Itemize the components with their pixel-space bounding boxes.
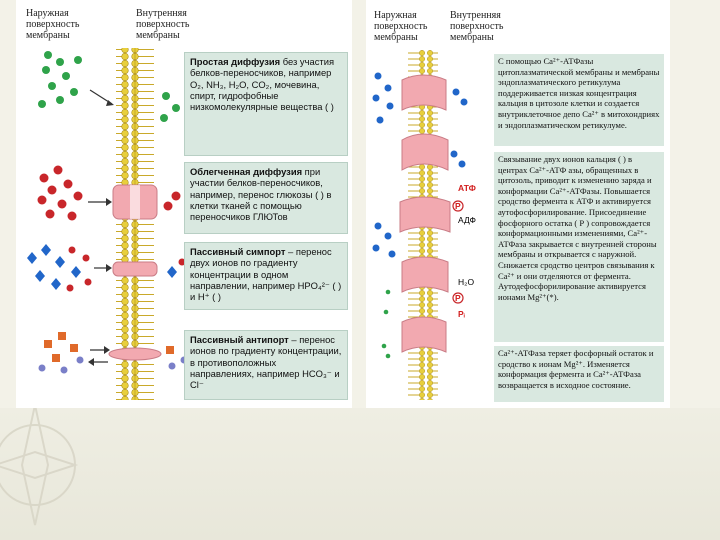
- box-title: Пассивный симпорт: [190, 246, 286, 257]
- ca-atpase-reset-text: Ca²⁺-АТФаза теряет фосфорный остаток и сродство к ионам Mg²⁺. Изменяется конформация фермента и Ca²⁺-АТФаза возвращается в исходное состояние.: [494, 346, 664, 402]
- left-diagram-panel: [16, 0, 352, 408]
- box-text: – перенос двух ионов по градиенту концентрации в одном направлении, например HPO₄²⁻ ( ) и H⁺ ( ): [190, 246, 342, 303]
- facilitated-diffusion-box: [184, 162, 348, 234]
- ca-atpase-intro-text: С помощью Ca²⁺-АТФазы цитоплазматической мембраны и мембраны эндоплазматического ретикулума поддерживается низкая концентрация кальция в цитозоле клетки и создается внутриклеточное депо Ca²⁺ в митохондриях и эндоплазматическом ретикулуме.: [494, 54, 664, 146]
- right-outer-surface-label: Наружная поверхность мембраны: [374, 10, 428, 43]
- water-label: H₂O: [458, 277, 475, 287]
- left-outer-surface-label: Наружная поверхность мембраны: [26, 8, 80, 41]
- left-inner-surface-label: Внутренняя поверхность мембраны: [136, 8, 190, 41]
- box-title: Облегченная диффузия: [190, 166, 303, 177]
- box-text: при участии белков-переносчиков, например, перенос глюкозы ( ) в клетки тканей с помощью переносчиков ГЛЮТов: [190, 166, 332, 223]
- magnesium-ion-stars: [382, 290, 391, 359]
- passive-symport-box: [184, 242, 348, 310]
- box-title: Простая диффузия: [190, 56, 281, 67]
- right-inner-surface-label: Внутренняя поверхность мембраны: [450, 10, 504, 43]
- passive-symport-transporter: [27, 244, 186, 292]
- adp-label: АДФ: [458, 215, 476, 225]
- facilitated-diffusion-transporter: [38, 166, 181, 221]
- box-text: – перенос ионов по градиенту концентрации, в противоположных направлениях, например HCO₃⁻ и Cl⁻: [190, 334, 342, 391]
- pi-label: Pᵢ: [458, 309, 465, 319]
- passive-antiport-box: [184, 330, 348, 400]
- right-diagram-panel: [366, 0, 670, 408]
- box-text: без участия белков-переносчиков, например O₂, NH₃, H₂O, CO₂, мочевина, спирт, гидрофобные низкомолекулярные вещества ( ): [190, 56, 335, 113]
- simple-diffusion-box: [184, 52, 348, 156]
- atp-label: АТФ: [458, 183, 476, 193]
- phosphate-label-2: P: [455, 293, 461, 303]
- ca-atpase-mechanism-text: Связывание двух ионов кальция ( ) в центрах Ca²⁺-АТФ азы, обращенных в цитозоль, приводит к изменению заряда и конформации Ca²⁺-АТФазы. Повышается сродство фермента к АТФ и активируется аутофосфорилирование. Присоединение фосфорного остатка ( Р ) сопровождается конформационными изменениями, Ca²⁺-АТФаза закрывается с внутренней стороны мембраны и открывается с наружной. Снижается сродство центров связывания к Ca²⁺ и они отделяются от фермента. Аутодефосфорилирование активируется ионами Mg²⁺(*).: [494, 152, 664, 342]
- simple-diffusion-molecules: [38, 51, 180, 122]
- box-title: Пассивный антипорт: [190, 334, 289, 345]
- compass-watermark-icon: [0, 395, 120, 540]
- passive-antiport-transporter: [39, 332, 188, 374]
- phosphate-label-1: P: [455, 201, 461, 211]
